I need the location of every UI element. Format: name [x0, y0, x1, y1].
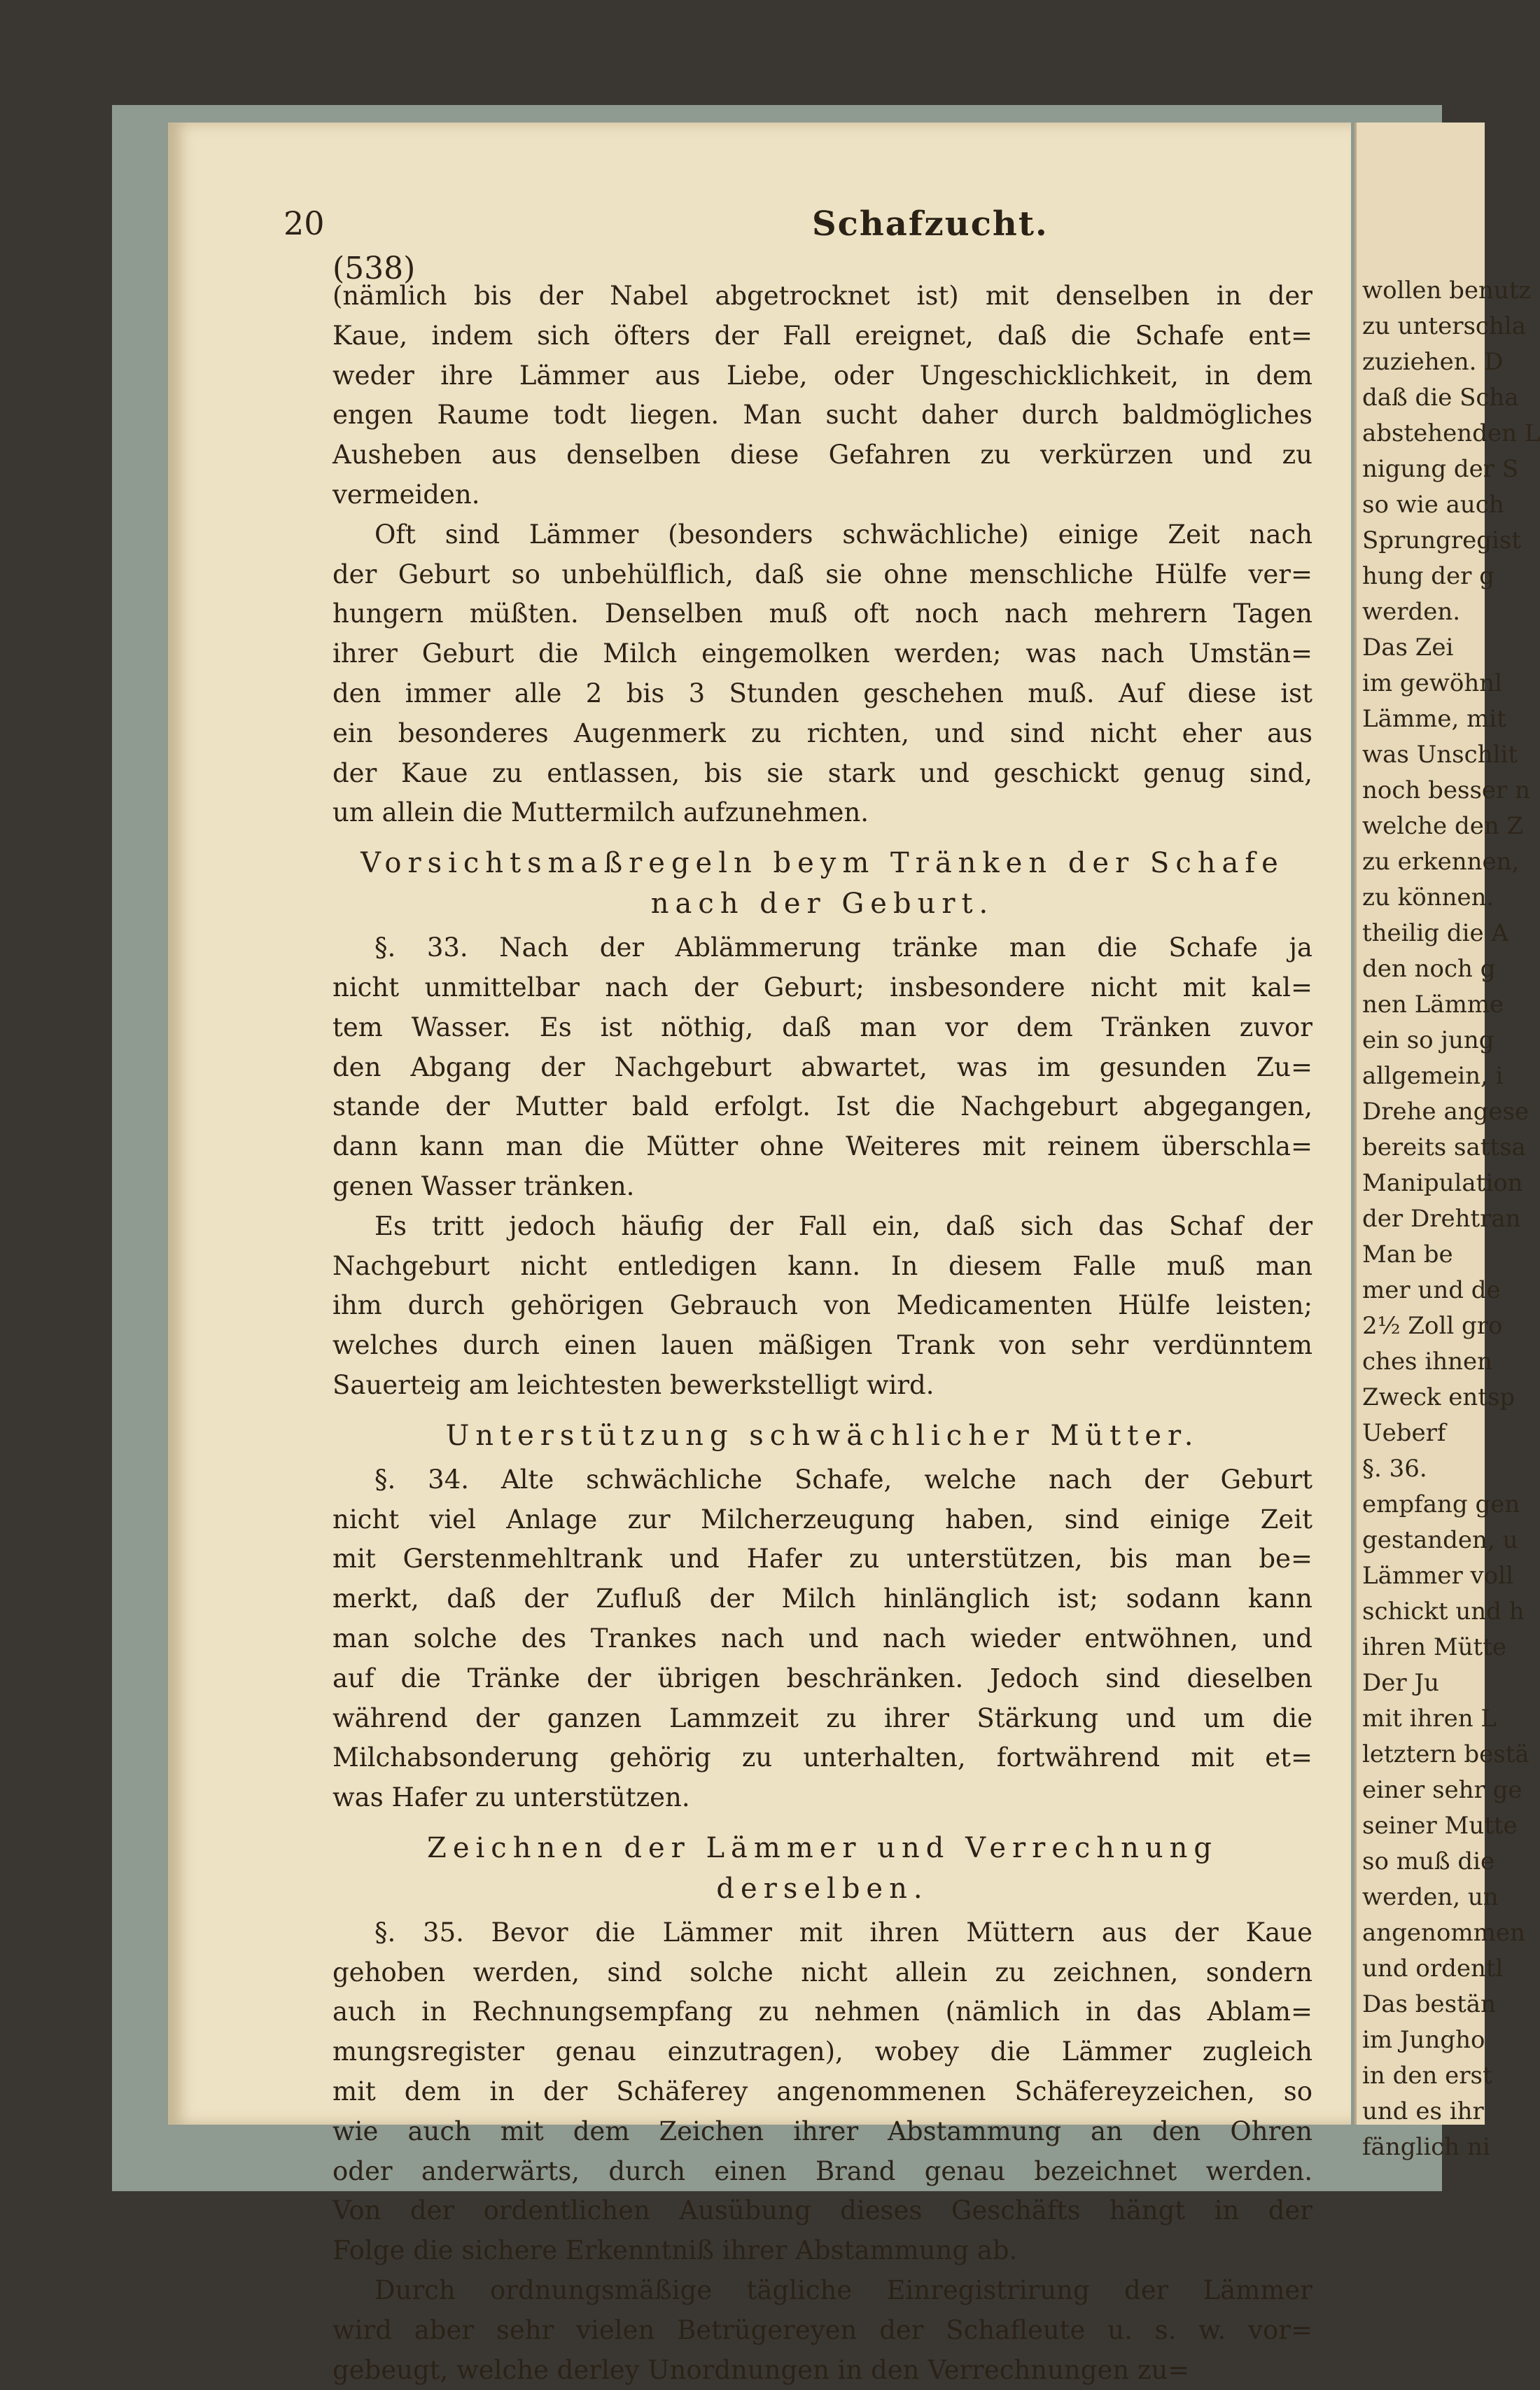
facing-page-line: letztern bestä [1362, 1740, 1530, 1768]
facing-page-line: den noch g [1362, 955, 1496, 983]
text-line: ihrer Geburt die Milch eingemolken werden; was nach Umstän= [332, 638, 1312, 669]
text-line: merkt, daß der Zufluß der Milch hinlänglich ist; sodann kann [332, 1584, 1312, 1614]
text-line: welches durch einen lauen mäßigen Trank von sehr verdünntem [332, 1330, 1312, 1361]
facing-page-line: wollen benutz [1362, 277, 1532, 305]
facing-page-line: werden, un [1362, 1883, 1499, 1911]
text-line: Durch ordnungsmäßige tägliche Einregistrirung der Lämmer [374, 2275, 1312, 2306]
text-line: vermeiden. [332, 479, 480, 510]
facing-page-line: nigung der S [1362, 455, 1519, 483]
facing-page-edge [1354, 123, 1540, 2161]
text-line: dann kann man die Mütter ohne Weiteres mit reinem überschla= [332, 1131, 1312, 1162]
text-line: der Geburt so unbehülflich, daß sie ohne menschliche Hülfe ver= [332, 559, 1312, 589]
facing-page-line: bereits sattsa [1362, 1133, 1526, 1161]
text-line: der Kaue zu entlassen, bis sie stark und geschickt genug sind, [332, 757, 1312, 788]
facing-page-line: ches ihnen [1362, 1348, 1493, 1376]
facing-page-line: Ueberf [1362, 1419, 1446, 1447]
facing-page-line: und ordentl [1362, 1955, 1504, 1983]
section-heading: Zeichnen der Lämmer und Verrechnung derselben. [427, 1831, 1218, 1905]
facing-page-line: Drehe angese [1362, 1098, 1530, 1126]
text-line: ein besonderes Augenmerk zu richten, und sind nicht eher aus [332, 718, 1312, 748]
facing-page-line: abstehenden L [1362, 419, 1540, 447]
facing-page-line: im gewöhnl [1362, 669, 1503, 697]
text-line: nicht viel Anlage zur Milcherzeugung haben, sind einige Zeit [332, 1504, 1312, 1535]
text-line: nicht unmittelbar nach der Geburt; insbesondere nicht mit kal= [332, 972, 1312, 1002]
running-head: Schafzucht. [812, 204, 1049, 244]
text-line: während der ganzen Lammzeit zu ihrer Stärkung und um die [332, 1703, 1312, 1733]
page-number: 20 [284, 204, 325, 242]
text-line: um allein die Muttermilch aufzunehmen. [332, 797, 869, 828]
facing-page-line: und es ihr [1362, 2097, 1484, 2125]
facing-page-line: Der Ju [1362, 1669, 1439, 1697]
text-line: Oft sind Lämmer (besonders schwächliche) einige Zeit nach [374, 519, 1312, 550]
facing-page-line: zu unterschla [1362, 312, 1526, 340]
text-line: auf die Tränke der übrigen beschränken. Jedoch sind dieselben [332, 1663, 1312, 1693]
text-line: (nämlich bis der Nabel abgetrocknet ist) mit denselben in der [332, 281, 1312, 311]
facing-page-line: ein so jung [1362, 1026, 1494, 1054]
text-line: §. 33. Nach der Ablämmerung tränke man die Schafe ja [374, 932, 1312, 963]
text-line: Ausheben aus denselben diese Gefahren zu verkürzen und zu [332, 440, 1312, 470]
facing-page-line: angenommen [1362, 1919, 1525, 1947]
text-line: Sauerteig am leichtesten bewerkstelligt wird. [332, 1369, 934, 1400]
facing-page-line: Lämme, mit [1362, 705, 1506, 733]
text-line: tem Wasser. Es ist nöthig, daß man vor dem Tränken zuvor [332, 1012, 1312, 1042]
facing-page-line: zuziehen. D [1362, 348, 1504, 376]
text-line: Von der ordentlichen Ausübung dieses Geschäfts hängt in der [332, 2195, 1312, 2226]
facing-page-line: schickt und h [1362, 1598, 1525, 1626]
facing-page-line: seiner Mutte [1362, 1812, 1518, 1840]
text-line: den immer alle 2 bis 3 Stunden geschehen muß. Auf diese ist [332, 678, 1312, 708]
facing-page-line: welche den Z [1362, 812, 1524, 840]
text-line: hungern müßten. Denselben muß oft noch nach mehrern Tagen [332, 599, 1312, 629]
text-line: genen Wasser tränken. [332, 1170, 635, 1201]
facing-page-line: zu erkennen, [1362, 848, 1520, 876]
section-heading: Vorsichtsmaßregeln beym Tränken der Schafe nach der Geburt. [360, 847, 1284, 921]
text-line: gebeugt, welche derley Unordnungen in den Verrechnungen zu= [332, 2354, 1190, 2385]
body-text [332, 277, 1312, 2390]
text-line: auch in Rechnungsempfang zu nehmen (nämlich in das Ablam= [332, 1997, 1312, 2027]
text-line: den Abgang der Nachgeburt abwartet, was im gesunden Zu= [332, 1051, 1312, 1082]
facing-page-line: Lämmer voll [1362, 1562, 1513, 1590]
text-line: weder ihre Lämmer aus Liebe, oder Ungeschicklichkeit, in dem [332, 360, 1312, 391]
facing-page-line: so muß die [1362, 1847, 1495, 1875]
facing-page-line: mit ihren L [1362, 1705, 1497, 1733]
facing-page-line: Man be [1362, 1241, 1453, 1269]
text-line: Nachgeburt nicht entledigen kann. In diesem Falle muß man [332, 1250, 1312, 1281]
facing-page-line: 2½ Zoll gro [1362, 1312, 1503, 1340]
text-line: wird aber sehr vielen Betrügereyen der Schafleute u. s. w. vor= [332, 2314, 1312, 2345]
text-line: stande der Mutter bald erfolgt. Ist die Nachgeburt abgegangen, [332, 1091, 1312, 1122]
facing-page-line: Sprungregist [1362, 526, 1521, 554]
facing-page-line: mer und de [1362, 1276, 1501, 1304]
facing-page-line: daß die Scha [1362, 384, 1519, 412]
facing-page-line: der Drehtran [1362, 1205, 1521, 1233]
text-line: §. 35. Bevor die Lämmer mit ihren Müttern aus der Kaue [374, 1917, 1312, 1948]
text-line: mungsregister genau einzutragen), wobey die Lämmer zugleich [332, 2036, 1312, 2067]
facing-page-line: §. 36. [1362, 1455, 1427, 1483]
text-line: Milchabsonderung gehörig zu unterhalten, fortwährend mit et= [332, 1742, 1312, 1773]
facing-page-line: allgemein, i [1362, 1062, 1504, 1090]
text-line: mit Gerstenmehltrank und Hafer zu unterstützen, bis man be= [332, 1544, 1312, 1574]
facing-page-line: theilig die A [1362, 919, 1508, 947]
facing-page-line: im Jungho [1362, 2026, 1485, 2054]
facing-page-line: einer sehr ge [1362, 1776, 1522, 1804]
facing-page-line: Das bestän [1362, 1990, 1496, 2018]
text-line: gehoben werden, sind solche nicht allein zu zeichnen, sondern [332, 1957, 1312, 1987]
sheet-mark: (538) [332, 251, 416, 286]
text-line: Folge die sichere Erkenntniß ihrer Abstammung ab. [332, 2235, 1018, 2266]
text-line: §. 34. Alte schwächliche Schafe, welche nach der Geburt [374, 1464, 1312, 1495]
text-line: was Hafer zu unterstützen. [332, 1782, 690, 1813]
text-line: engen Raume todt liegen. Man sucht daher durch baldmögliches [332, 400, 1312, 431]
facing-page-line: ihren Mütte [1362, 1633, 1507, 1661]
facing-page-line: Zweck entsp [1362, 1383, 1516, 1411]
facing-page-line: gestanden, u [1362, 1526, 1518, 1554]
facing-page-line: in den erst [1362, 2062, 1492, 2090]
facing-page-line: Manipulation [1362, 1169, 1523, 1197]
text-line: ihm durch gehörigen Gebrauch von Medicamenten Hülfe leisten; [332, 1290, 1312, 1321]
facing-page-line: Das Zei [1362, 634, 1454, 662]
text-line: Kaue, indem sich öfters der Fall ereignet, daß die Schafe ent= [332, 320, 1312, 351]
facing-page-line: werden. [1362, 598, 1461, 626]
facing-page-line: noch besser n [1362, 776, 1530, 804]
facing-page-line: was Unschlit [1362, 741, 1518, 769]
facing-page-line: hung der g [1362, 562, 1494, 590]
section-heading: Unterstützung schwächlicher Mütter. [445, 1419, 1200, 1452]
facing-page-line: empfang gen [1362, 1490, 1520, 1518]
facing-page-line: nen Lämme [1362, 991, 1504, 1019]
text-line: oder anderwärts, durch einen Brand genau bezeichnet werden. [332, 2155, 1312, 2186]
facing-page-line: so wie auch [1362, 491, 1504, 519]
text-line: wie auch mit dem Zeichen ihrer Abstammung an den Ohren [332, 2116, 1312, 2146]
text-line: Es tritt jedoch häufig der Fall ein, daß sich das Schaf der [374, 1210, 1312, 1241]
text-line: man solche des Trankes nach und nach wieder entwöhnen, und [332, 1623, 1312, 1654]
text-line: mit dem in der Schäferey angenommenen Schäfereyzeichen, so [332, 2076, 1312, 2107]
facing-page-line: fänglich ni [1362, 2133, 1490, 2161]
facing-page-line: zu können. [1362, 883, 1494, 911]
